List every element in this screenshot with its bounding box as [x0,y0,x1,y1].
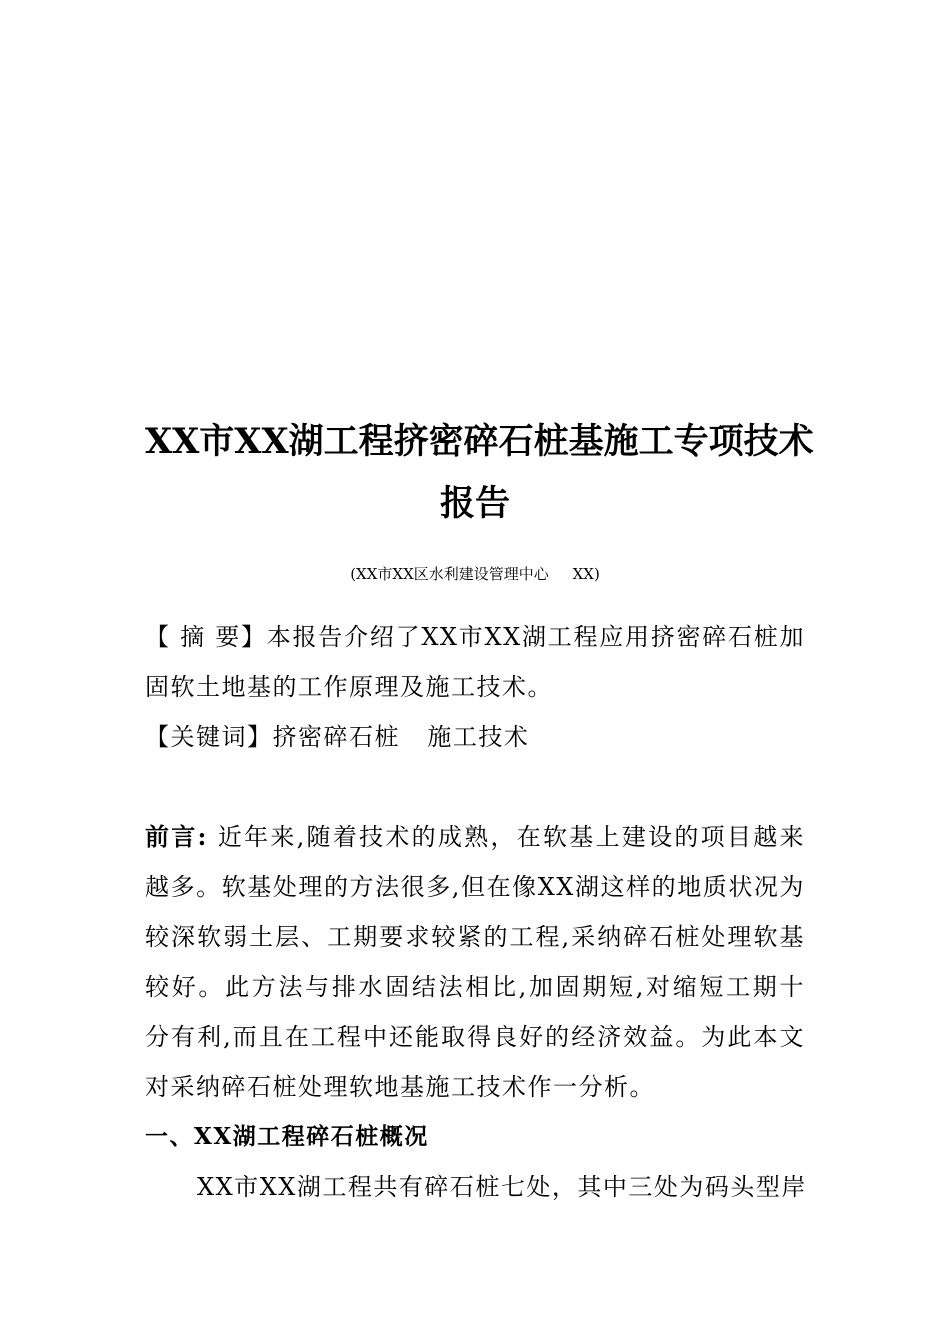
document-title-line-2: 报告 [439,483,510,524]
keywords-text: 挤密碎石桩 施工技术 [272,723,530,751]
author-affiliation: (XX市XX区水利建设管理中心 XX) [350,565,600,583]
preface-label: 前言: [145,822,208,851]
keywords-line [145,719,805,755]
preface-line-4: 较好。此方法与排水固结法相比,加固期短,对缩短工期十 [145,973,805,1001]
preface-text-1: 近年来,随着技术的成熟，在软基上建设的项目越来 [207,823,806,851]
document-title-line-1: XX市XX湖工程挤密碎石桩基施工专项技术 [145,421,814,462]
abstract-line-1 [145,619,805,655]
abstract-line-2: 固软土地基的工作原理及施工技术。 [145,673,553,701]
abstract-label: 【 摘 要】 [145,623,267,651]
preface-line-3: 较深软弱土层、工期要求较紧的工程,采纳碎石桩处理软基 [145,923,805,951]
section-1-line-1: XX市XX湖工程共有碎石桩七处，其中三处为码头型岸 [197,1173,807,1201]
preface-line-5: 分有利,而且在工程中还能取得良好的经济效益。为此本文 [145,1023,805,1051]
keywords-label: 【关键词】 [145,723,273,751]
section-1-heading: 一、XX湖工程碎石桩概况 [145,1123,429,1150]
preface-line-6: 对采纳碎石桩处理软地基施工技术作一分析。 [145,1073,655,1101]
preface-line-1 [145,819,805,855]
preface-line-2: 越多。软基处理的方法很多,但在像XX湖这样的地质状况为 [145,873,805,901]
abstract-text-1: 本报告介绍了XX市XX湖工程应用挤密碎石桩加 [266,623,805,651]
